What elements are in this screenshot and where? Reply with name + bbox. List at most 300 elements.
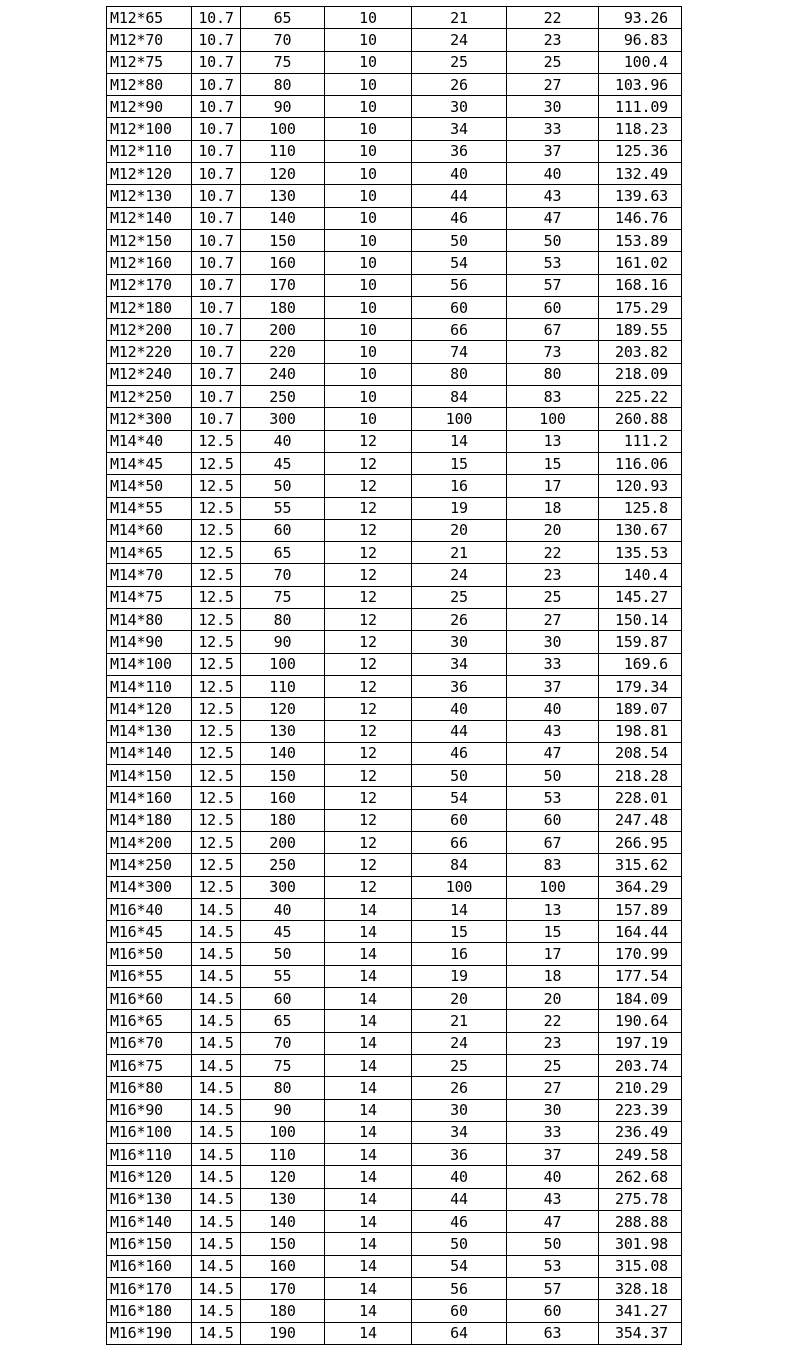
table-row xyxy=(107,564,682,586)
spec-cell: M12*130 xyxy=(107,185,192,207)
thread-length2-cell: 53 xyxy=(507,1255,599,1277)
spec-cell: M14*110 xyxy=(107,675,192,697)
weight-cell: 197.19 xyxy=(599,1032,682,1054)
length-cell: 110 xyxy=(241,1144,325,1166)
spec-cell: M12*170 xyxy=(107,274,192,296)
head-height-cell: 12 xyxy=(325,430,412,452)
length-cell: 160 xyxy=(241,1255,325,1277)
diameter-cell: 14.5 xyxy=(192,1233,241,1255)
length-cell: 75 xyxy=(241,51,325,73)
table-row xyxy=(107,185,682,207)
thread-length2-cell: 40 xyxy=(507,163,599,185)
diameter-cell: 14.5 xyxy=(192,1188,241,1210)
table-row xyxy=(107,341,682,363)
weight-cell: 218.09 xyxy=(599,363,682,385)
length-cell: 110 xyxy=(241,140,325,162)
diameter-cell: 14.5 xyxy=(192,943,241,965)
thread-length-cell: 100 xyxy=(412,408,507,430)
diameter-cell: 10.7 xyxy=(192,29,241,51)
thread-length2-cell: 30 xyxy=(507,96,599,118)
head-height-cell: 10 xyxy=(325,51,412,73)
weight-cell: 175.29 xyxy=(599,296,682,318)
thread-length-cell: 20 xyxy=(412,988,507,1010)
thread-length-cell: 56 xyxy=(412,1277,507,1299)
diameter-cell: 10.7 xyxy=(192,341,241,363)
weight-cell: 225.22 xyxy=(599,386,682,408)
length-cell: 120 xyxy=(241,1166,325,1188)
thread-length2-cell: 18 xyxy=(507,497,599,519)
table-row xyxy=(107,140,682,162)
head-height-cell: 10 xyxy=(325,7,412,29)
table-row xyxy=(107,1322,682,1344)
thread-length2-cell: 50 xyxy=(507,229,599,251)
spec-cell: M12*75 xyxy=(107,51,192,73)
length-cell: 300 xyxy=(241,876,325,898)
weight-cell: 275.78 xyxy=(599,1188,682,1210)
spec-cell: M16*150 xyxy=(107,1233,192,1255)
thread-length2-cell: 100 xyxy=(507,408,599,430)
weight-cell: 189.07 xyxy=(599,698,682,720)
spec-cell: M14*300 xyxy=(107,876,192,898)
weight-cell: 236.49 xyxy=(599,1121,682,1143)
head-height-cell: 14 xyxy=(325,1233,412,1255)
thread-length-cell: 21 xyxy=(412,7,507,29)
thread-length-cell: 25 xyxy=(412,1054,507,1076)
diameter-cell: 14.5 xyxy=(192,1099,241,1121)
thread-length2-cell: 22 xyxy=(507,542,599,564)
spec-cell: M14*90 xyxy=(107,631,192,653)
thread-length2-cell: 60 xyxy=(507,296,599,318)
weight-cell: 125.36 xyxy=(599,140,682,162)
thread-length2-cell: 47 xyxy=(507,207,599,229)
thread-length2-cell: 23 xyxy=(507,1032,599,1054)
spec-cell: M16*120 xyxy=(107,1166,192,1188)
length-cell: 180 xyxy=(241,1300,325,1322)
diameter-cell: 10.7 xyxy=(192,73,241,95)
thread-length-cell: 36 xyxy=(412,675,507,697)
spec-cell: M16*100 xyxy=(107,1121,192,1143)
spec-cell: M14*60 xyxy=(107,519,192,541)
diameter-cell: 12.5 xyxy=(192,452,241,474)
head-height-cell: 12 xyxy=(325,765,412,787)
length-cell: 65 xyxy=(241,542,325,564)
weight-cell: 179.34 xyxy=(599,675,682,697)
thread-length-cell: 15 xyxy=(412,452,507,474)
weight-cell: 260.88 xyxy=(599,408,682,430)
thread-length-cell: 54 xyxy=(412,1255,507,1277)
thread-length-cell: 50 xyxy=(412,765,507,787)
head-height-cell: 10 xyxy=(325,341,412,363)
thread-length2-cell: 27 xyxy=(507,73,599,95)
thread-length-cell: 50 xyxy=(412,229,507,251)
head-height-cell: 14 xyxy=(325,988,412,1010)
head-height-cell: 10 xyxy=(325,363,412,385)
length-cell: 80 xyxy=(241,609,325,631)
head-height-cell: 14 xyxy=(325,943,412,965)
table-row xyxy=(107,73,682,95)
thread-length-cell: 21 xyxy=(412,542,507,564)
diameter-cell: 10.7 xyxy=(192,408,241,430)
length-cell: 40 xyxy=(241,430,325,452)
table-row xyxy=(107,519,682,541)
length-cell: 160 xyxy=(241,252,325,274)
diameter-cell: 14.5 xyxy=(192,1032,241,1054)
diameter-cell: 12.5 xyxy=(192,720,241,742)
head-height-cell: 14 xyxy=(325,1322,412,1344)
table-row xyxy=(107,876,682,898)
thread-length2-cell: 25 xyxy=(507,51,599,73)
head-height-cell: 12 xyxy=(325,475,412,497)
thread-length-cell: 60 xyxy=(412,1300,507,1322)
length-cell: 100 xyxy=(241,118,325,140)
thread-length2-cell: 60 xyxy=(507,809,599,831)
length-cell: 80 xyxy=(241,1077,325,1099)
weight-cell: 247.48 xyxy=(599,809,682,831)
thread-length2-cell: 33 xyxy=(507,118,599,140)
thread-length2-cell: 30 xyxy=(507,631,599,653)
thread-length-cell: 44 xyxy=(412,1188,507,1210)
length-cell: 130 xyxy=(241,1188,325,1210)
length-cell: 160 xyxy=(241,787,325,809)
length-cell: 100 xyxy=(241,653,325,675)
head-height-cell: 14 xyxy=(325,1077,412,1099)
weight-cell: 161.02 xyxy=(599,252,682,274)
table-row xyxy=(107,408,682,430)
thread-length-cell: 40 xyxy=(412,163,507,185)
thread-length2-cell: 43 xyxy=(507,185,599,207)
head-height-cell: 12 xyxy=(325,542,412,564)
thread-length2-cell: 100 xyxy=(507,876,599,898)
length-cell: 55 xyxy=(241,497,325,519)
table-row xyxy=(107,698,682,720)
thread-length-cell: 30 xyxy=(412,1099,507,1121)
thread-length2-cell: 27 xyxy=(507,1077,599,1099)
diameter-cell: 14.5 xyxy=(192,1255,241,1277)
diameter-cell: 14.5 xyxy=(192,1010,241,1032)
thread-length-cell: 46 xyxy=(412,742,507,764)
spec-cell: M14*140 xyxy=(107,742,192,764)
table-row xyxy=(107,787,682,809)
spec-cell: M14*120 xyxy=(107,698,192,720)
length-cell: 170 xyxy=(241,1277,325,1299)
length-cell: 150 xyxy=(241,229,325,251)
bolt-spec-table xyxy=(106,6,682,1345)
thread-length2-cell: 73 xyxy=(507,341,599,363)
weight-cell: 184.09 xyxy=(599,988,682,1010)
diameter-cell: 12.5 xyxy=(192,430,241,452)
table-row xyxy=(107,965,682,987)
spec-cell: M14*250 xyxy=(107,854,192,876)
table-row xyxy=(107,1010,682,1032)
head-height-cell: 14 xyxy=(325,1300,412,1322)
head-height-cell: 10 xyxy=(325,386,412,408)
length-cell: 40 xyxy=(241,898,325,920)
table-row xyxy=(107,831,682,853)
spec-cell: M12*70 xyxy=(107,29,192,51)
table-row xyxy=(107,1277,682,1299)
thread-length-cell: 25 xyxy=(412,586,507,608)
diameter-cell: 10.7 xyxy=(192,386,241,408)
length-cell: 65 xyxy=(241,7,325,29)
table-row xyxy=(107,163,682,185)
length-cell: 150 xyxy=(241,1233,325,1255)
head-height-cell: 12 xyxy=(325,787,412,809)
length-cell: 200 xyxy=(241,831,325,853)
thread-length2-cell: 53 xyxy=(507,252,599,274)
weight-cell: 228.01 xyxy=(599,787,682,809)
head-height-cell: 10 xyxy=(325,29,412,51)
head-height-cell: 12 xyxy=(325,586,412,608)
thread-length-cell: 24 xyxy=(412,29,507,51)
diameter-cell: 12.5 xyxy=(192,564,241,586)
spec-cell: M14*45 xyxy=(107,452,192,474)
length-cell: 240 xyxy=(241,363,325,385)
length-cell: 220 xyxy=(241,341,325,363)
thread-length-cell: 26 xyxy=(412,73,507,95)
diameter-cell: 14.5 xyxy=(192,921,241,943)
weight-cell: 210.29 xyxy=(599,1077,682,1099)
weight-cell: 170.99 xyxy=(599,943,682,965)
length-cell: 50 xyxy=(241,943,325,965)
thread-length2-cell: 60 xyxy=(507,1300,599,1322)
table-row xyxy=(107,1144,682,1166)
spec-cell: M12*250 xyxy=(107,386,192,408)
head-height-cell: 12 xyxy=(325,742,412,764)
head-height-cell: 14 xyxy=(325,1166,412,1188)
spec-cell: M14*40 xyxy=(107,430,192,452)
weight-cell: 146.76 xyxy=(599,207,682,229)
weight-cell: 168.16 xyxy=(599,274,682,296)
weight-cell: 189.55 xyxy=(599,319,682,341)
spec-cell: M16*55 xyxy=(107,965,192,987)
thread-length2-cell: 30 xyxy=(507,1099,599,1121)
weight-cell: 93.26 xyxy=(599,7,682,29)
diameter-cell: 10.7 xyxy=(192,229,241,251)
head-height-cell: 10 xyxy=(325,252,412,274)
head-height-cell: 12 xyxy=(325,497,412,519)
diameter-cell: 10.7 xyxy=(192,296,241,318)
head-height-cell: 12 xyxy=(325,876,412,898)
table-row xyxy=(107,653,682,675)
spec-cell: M14*65 xyxy=(107,542,192,564)
length-cell: 300 xyxy=(241,408,325,430)
diameter-cell: 12.5 xyxy=(192,542,241,564)
thread-length2-cell: 47 xyxy=(507,742,599,764)
table-row xyxy=(107,207,682,229)
length-cell: 75 xyxy=(241,1054,325,1076)
table-row xyxy=(107,675,682,697)
table-row xyxy=(107,854,682,876)
diameter-cell: 12.5 xyxy=(192,876,241,898)
table-row xyxy=(107,898,682,920)
table-row xyxy=(107,386,682,408)
weight-cell: 111.2 xyxy=(599,430,682,452)
thread-length-cell: 44 xyxy=(412,720,507,742)
head-height-cell: 12 xyxy=(325,653,412,675)
table-row xyxy=(107,1054,682,1076)
thread-length-cell: 21 xyxy=(412,1010,507,1032)
spec-cell: M14*50 xyxy=(107,475,192,497)
diameter-cell: 12.5 xyxy=(192,765,241,787)
spec-cell: M16*80 xyxy=(107,1077,192,1099)
thread-length2-cell: 50 xyxy=(507,1233,599,1255)
table-row xyxy=(107,720,682,742)
diameter-cell: 10.7 xyxy=(192,118,241,140)
head-height-cell: 12 xyxy=(325,631,412,653)
thread-length-cell: 26 xyxy=(412,609,507,631)
thread-length2-cell: 27 xyxy=(507,609,599,631)
length-cell: 65 xyxy=(241,1010,325,1032)
head-height-cell: 14 xyxy=(325,1121,412,1143)
diameter-cell: 12.5 xyxy=(192,586,241,608)
length-cell: 60 xyxy=(241,519,325,541)
head-height-cell: 14 xyxy=(325,898,412,920)
table-row xyxy=(107,452,682,474)
length-cell: 250 xyxy=(241,854,325,876)
length-cell: 150 xyxy=(241,765,325,787)
thread-length2-cell: 20 xyxy=(507,519,599,541)
thread-length2-cell: 13 xyxy=(507,430,599,452)
spec-cell: M12*65 xyxy=(107,7,192,29)
length-cell: 80 xyxy=(241,73,325,95)
thread-length-cell: 40 xyxy=(412,1166,507,1188)
table-row xyxy=(107,921,682,943)
weight-cell: 132.49 xyxy=(599,163,682,185)
diameter-cell: 12.5 xyxy=(192,675,241,697)
weight-cell: 328.18 xyxy=(599,1277,682,1299)
thread-length2-cell: 57 xyxy=(507,274,599,296)
diameter-cell: 10.7 xyxy=(192,207,241,229)
weight-cell: 249.58 xyxy=(599,1144,682,1166)
thread-length-cell: 54 xyxy=(412,787,507,809)
spec-cell: M16*170 xyxy=(107,1277,192,1299)
thread-length-cell: 34 xyxy=(412,118,507,140)
spec-cell: M12*220 xyxy=(107,341,192,363)
thread-length2-cell: 80 xyxy=(507,363,599,385)
weight-cell: 118.23 xyxy=(599,118,682,140)
diameter-cell: 10.7 xyxy=(192,96,241,118)
table-row xyxy=(107,274,682,296)
diameter-cell: 12.5 xyxy=(192,631,241,653)
thread-length2-cell: 37 xyxy=(507,140,599,162)
weight-cell: 198.81 xyxy=(599,720,682,742)
spec-cell: M12*110 xyxy=(107,140,192,162)
diameter-cell: 14.5 xyxy=(192,1300,241,1322)
table-row xyxy=(107,809,682,831)
head-height-cell: 10 xyxy=(325,207,412,229)
head-height-cell: 14 xyxy=(325,1099,412,1121)
thread-length2-cell: 22 xyxy=(507,1010,599,1032)
length-cell: 200 xyxy=(241,319,325,341)
table-row xyxy=(107,51,682,73)
diameter-cell: 12.5 xyxy=(192,854,241,876)
thread-length2-cell: 40 xyxy=(507,698,599,720)
head-height-cell: 12 xyxy=(325,519,412,541)
length-cell: 45 xyxy=(241,921,325,943)
spec-cell: M16*190 xyxy=(107,1322,192,1344)
thread-length-cell: 24 xyxy=(412,564,507,586)
head-height-cell: 10 xyxy=(325,408,412,430)
thread-length2-cell: 33 xyxy=(507,1121,599,1143)
weight-cell: 190.64 xyxy=(599,1010,682,1032)
weight-cell: 96.83 xyxy=(599,29,682,51)
diameter-cell: 10.7 xyxy=(192,319,241,341)
length-cell: 70 xyxy=(241,29,325,51)
thread-length2-cell: 83 xyxy=(507,854,599,876)
diameter-cell: 10.7 xyxy=(192,140,241,162)
head-height-cell: 14 xyxy=(325,1032,412,1054)
spec-cell: M16*140 xyxy=(107,1211,192,1233)
head-height-cell: 14 xyxy=(325,1010,412,1032)
table-body xyxy=(107,7,682,1345)
diameter-cell: 12.5 xyxy=(192,475,241,497)
thread-length-cell: 100 xyxy=(412,876,507,898)
table-row xyxy=(107,542,682,564)
thread-length-cell: 16 xyxy=(412,475,507,497)
thread-length2-cell: 13 xyxy=(507,898,599,920)
thread-length-cell: 19 xyxy=(412,965,507,987)
table-row xyxy=(107,29,682,51)
table-row xyxy=(107,1077,682,1099)
weight-cell: 262.68 xyxy=(599,1166,682,1188)
diameter-cell: 14.5 xyxy=(192,1054,241,1076)
thread-length-cell: 74 xyxy=(412,341,507,363)
table-row xyxy=(107,1032,682,1054)
length-cell: 100 xyxy=(241,1121,325,1143)
table-row xyxy=(107,319,682,341)
thread-length2-cell: 83 xyxy=(507,386,599,408)
thread-length-cell: 14 xyxy=(412,430,507,452)
head-height-cell: 12 xyxy=(325,698,412,720)
weight-cell: 159.87 xyxy=(599,631,682,653)
weight-cell: 139.63 xyxy=(599,185,682,207)
thread-length-cell: 66 xyxy=(412,831,507,853)
length-cell: 60 xyxy=(241,988,325,1010)
spec-cell: M12*300 xyxy=(107,408,192,430)
table-row xyxy=(107,296,682,318)
weight-cell: 145.27 xyxy=(599,586,682,608)
head-height-cell: 10 xyxy=(325,185,412,207)
thread-length-cell: 50 xyxy=(412,1233,507,1255)
spec-cell: M12*80 xyxy=(107,73,192,95)
table-row xyxy=(107,631,682,653)
length-cell: 250 xyxy=(241,386,325,408)
head-height-cell: 10 xyxy=(325,229,412,251)
length-cell: 70 xyxy=(241,1032,325,1054)
thread-length-cell: 36 xyxy=(412,140,507,162)
table-row xyxy=(107,118,682,140)
head-height-cell: 12 xyxy=(325,564,412,586)
length-cell: 45 xyxy=(241,452,325,474)
head-height-cell: 10 xyxy=(325,118,412,140)
thread-length2-cell: 20 xyxy=(507,988,599,1010)
head-height-cell: 14 xyxy=(325,1054,412,1076)
table-row xyxy=(107,229,682,251)
length-cell: 120 xyxy=(241,698,325,720)
length-cell: 170 xyxy=(241,274,325,296)
diameter-cell: 14.5 xyxy=(192,1121,241,1143)
spec-cell: M16*130 xyxy=(107,1188,192,1210)
thread-length-cell: 34 xyxy=(412,653,507,675)
weight-cell: 125.8 xyxy=(599,497,682,519)
diameter-cell: 14.5 xyxy=(192,1166,241,1188)
head-height-cell: 10 xyxy=(325,319,412,341)
spec-cell: M12*240 xyxy=(107,363,192,385)
diameter-cell: 12.5 xyxy=(192,787,241,809)
table-row xyxy=(107,430,682,452)
head-height-cell: 14 xyxy=(325,1255,412,1277)
weight-cell: 120.93 xyxy=(599,475,682,497)
